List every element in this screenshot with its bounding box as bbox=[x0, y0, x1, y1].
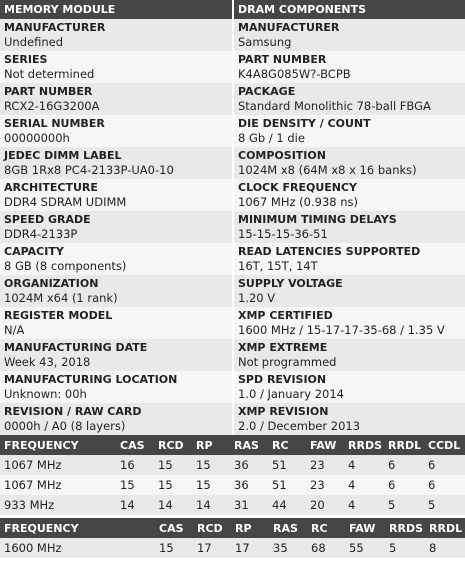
jedec-cell: 14 bbox=[196, 498, 211, 512]
jedec-column-header: RC bbox=[272, 438, 289, 452]
jedec-cell: 15 bbox=[120, 478, 135, 492]
table-row bbox=[0, 455, 465, 475]
jedec-header-row bbox=[0, 435, 465, 455]
xmp-cell: 1600 MHz bbox=[4, 541, 62, 555]
memory-module-field bbox=[0, 179, 232, 211]
dram-components-field bbox=[234, 147, 465, 179]
jedec-cell: 44 bbox=[272, 498, 287, 512]
dram-components-header: DRAM COMPONENTS bbox=[234, 0, 465, 19]
jedec-cell: 6 bbox=[388, 458, 396, 472]
memory-module-header: MEMORY MODULE bbox=[0, 0, 232, 19]
xmp-header-row bbox=[0, 518, 465, 538]
memory-module-field-label: SERIAL NUMBER bbox=[4, 117, 105, 130]
memory-module-field-value: 0000h / A0 (8 layers) bbox=[4, 419, 126, 433]
xmp-cell: 8 bbox=[429, 541, 437, 555]
xmp-timings-table bbox=[0, 518, 465, 558]
dram-components-field-value: 1067 MHz (0.938 ns) bbox=[238, 195, 359, 209]
dram-components-field-label: COMPOSITION bbox=[238, 149, 326, 162]
memory-module-field-label: CAPACITY bbox=[4, 245, 64, 258]
jedec-cell: 31 bbox=[234, 498, 249, 512]
memory-module-field bbox=[0, 275, 232, 307]
dram-components-field bbox=[234, 211, 465, 243]
jedec-body bbox=[0, 455, 465, 515]
memory-module-field-label: REGISTER MODEL bbox=[4, 309, 113, 322]
dram-components-field-value: 8 Gb / 1 die bbox=[238, 131, 305, 145]
dram-components-field-label: XMP CERTIFIED bbox=[238, 309, 333, 322]
jedec-cell: 51 bbox=[272, 458, 287, 472]
dram-components-fields bbox=[234, 19, 465, 435]
memory-module-field bbox=[0, 403, 232, 435]
memory-module-field-value: Undefined bbox=[4, 35, 63, 49]
dram-components-field-value: 1600 MHz / 15-17-17-35-68 / 1.35 V bbox=[238, 323, 445, 337]
xmp-body bbox=[0, 538, 465, 558]
dram-components-field-value: 15-15-15-36-51 bbox=[238, 227, 328, 241]
dram-components-field-label: READ LATENCIES SUPPORTED bbox=[238, 245, 421, 258]
memory-module-field-value: DDR4-2133P bbox=[4, 227, 78, 241]
memory-module-fields bbox=[0, 19, 232, 435]
jedec-cell: 15 bbox=[196, 478, 211, 492]
xmp-column-header: FREQUENCY bbox=[4, 521, 79, 535]
jedec-column-header: RCD bbox=[158, 438, 184, 452]
jedec-cell: 933 MHz bbox=[4, 498, 55, 512]
jedec-cell: 15 bbox=[158, 478, 173, 492]
jedec-cell: 36 bbox=[234, 458, 249, 472]
memory-module-field-value: N/A bbox=[4, 323, 25, 337]
table-row bbox=[0, 495, 465, 515]
xmp-cell: 35 bbox=[273, 541, 288, 555]
jedec-cell: 15 bbox=[196, 458, 211, 472]
xmp-cell: 68 bbox=[311, 541, 326, 555]
xmp-column-header: FAW bbox=[349, 521, 376, 535]
dram-components-field-value: 2.0 / December 2013 bbox=[238, 419, 361, 433]
jedec-cell: 6 bbox=[388, 478, 396, 492]
jedec-column-header: CCDL bbox=[428, 438, 461, 452]
dram-components-field-label: SUPPLY VOLTAGE bbox=[238, 277, 343, 290]
dram-components-field-value: K4A8G085W?-BCPB bbox=[238, 67, 351, 81]
jedec-column-header: CAS bbox=[120, 438, 145, 452]
jedec-column-header: RP bbox=[196, 438, 213, 452]
memory-module-field-value: 00000000h bbox=[4, 131, 70, 145]
memory-module-field-label: PART NUMBER bbox=[4, 85, 93, 98]
xmp-column-header: RAS bbox=[273, 521, 298, 535]
xmp-column-header: RCD bbox=[197, 521, 223, 535]
dram-components-field bbox=[234, 307, 465, 339]
jedec-cell: 5 bbox=[388, 498, 396, 512]
xmp-cell: 15 bbox=[159, 541, 174, 555]
jedec-column-header: RRDL bbox=[388, 438, 422, 452]
dram-components-field-label: PART NUMBER bbox=[238, 53, 327, 66]
dram-components-column bbox=[232, 0, 465, 435]
dram-components-field bbox=[234, 403, 465, 435]
dram-components-field bbox=[234, 115, 465, 147]
memory-module-field-label: JEDEC DIMM LABEL bbox=[4, 149, 122, 162]
table-row bbox=[0, 538, 465, 558]
xmp-cell: 17 bbox=[235, 541, 250, 555]
dram-components-field bbox=[234, 19, 465, 51]
dram-components-field-value: 1.20 V bbox=[238, 291, 276, 305]
dram-components-field-value: Samsung bbox=[238, 35, 292, 49]
xmp-column-header: CAS bbox=[159, 521, 184, 535]
dram-components-field-label: XMP EXTREME bbox=[238, 341, 328, 354]
memory-module-field bbox=[0, 83, 232, 115]
memory-module-field-label: MANUFACTURING LOCATION bbox=[4, 373, 178, 386]
jedec-column-header: FREQUENCY bbox=[4, 438, 79, 452]
dram-components-field-value: Not programmed bbox=[238, 355, 337, 369]
dram-components-field bbox=[234, 371, 465, 403]
dram-components-field-label: DIE DENSITY / COUNT bbox=[238, 117, 371, 130]
jedec-cell: 4 bbox=[348, 478, 356, 492]
dram-components-field bbox=[234, 339, 465, 371]
memory-module-column bbox=[0, 0, 232, 435]
jedec-cell: 14 bbox=[120, 498, 135, 512]
xmp-cell: 17 bbox=[197, 541, 212, 555]
jedec-cell: 4 bbox=[348, 458, 356, 472]
memory-module-field bbox=[0, 211, 232, 243]
dram-components-field bbox=[234, 243, 465, 275]
jedec-cell: 36 bbox=[234, 478, 249, 492]
jedec-cell: 51 bbox=[272, 478, 287, 492]
memory-module-field-value: 8GB 1Rx8 PC4-2133P-UA0-10 bbox=[4, 163, 174, 177]
memory-module-field-value: DDR4 SDRAM UDIMM bbox=[4, 195, 127, 209]
jedec-column-header: RAS bbox=[234, 438, 259, 452]
memory-module-field-label: MANUFACTURING DATE bbox=[4, 341, 148, 354]
memory-module-field-value: Week 43, 2018 bbox=[4, 355, 91, 369]
memory-module-field bbox=[0, 243, 232, 275]
memory-module-field-label: REVISION / RAW CARD bbox=[4, 405, 142, 418]
dram-components-field-label: PACKAGE bbox=[238, 85, 296, 98]
xmp-cell: 5 bbox=[389, 541, 397, 555]
jedec-column-header: FAW bbox=[310, 438, 337, 452]
jedec-cell: 6 bbox=[428, 478, 436, 492]
xmp-column-header: RRDS bbox=[389, 521, 423, 535]
memory-module-field-label: MANUFACTURER bbox=[4, 21, 106, 34]
dram-components-field-label: SPD REVISION bbox=[238, 373, 327, 386]
memory-module-field-value: Not determined bbox=[4, 67, 95, 81]
memory-module-field-label: ORGANIZATION bbox=[4, 277, 99, 290]
xmp-column-header: RRDL bbox=[429, 521, 463, 535]
xmp-cell: 55 bbox=[349, 541, 364, 555]
dram-components-field bbox=[234, 179, 465, 211]
dram-components-field bbox=[234, 51, 465, 83]
memory-module-field bbox=[0, 19, 232, 51]
jedec-cell: 23 bbox=[310, 458, 325, 472]
jedec-cell: 16 bbox=[120, 458, 135, 472]
memory-module-field bbox=[0, 371, 232, 403]
memory-module-field-value: 8 GB (8 components) bbox=[4, 259, 127, 273]
dram-components-field-label: MANUFACTURER bbox=[238, 21, 340, 34]
dram-components-field-label: XMP REVISION bbox=[238, 405, 329, 418]
memory-module-field-label: SERIES bbox=[4, 53, 48, 66]
jedec-cell: 15 bbox=[158, 458, 173, 472]
xmp-column-header: RC bbox=[311, 521, 328, 535]
jedec-cell: 23 bbox=[310, 478, 325, 492]
memory-module-field-value: 1024M x64 (1 rank) bbox=[4, 291, 118, 305]
jedec-cell: 14 bbox=[158, 498, 173, 512]
jedec-cell: 6 bbox=[428, 458, 436, 472]
memory-module-field bbox=[0, 147, 232, 179]
dram-components-field-label: CLOCK FREQUENCY bbox=[238, 181, 358, 194]
dram-components-field-value: Standard Monolithic 78-ball FBGA bbox=[238, 99, 431, 113]
jedec-column-header: RRDS bbox=[348, 438, 382, 452]
jedec-cell: 20 bbox=[310, 498, 325, 512]
table-row bbox=[0, 475, 465, 495]
memory-module-field bbox=[0, 115, 232, 147]
dram-components-field-value: 1024M x8 (64M x8 x 16 banks) bbox=[238, 163, 417, 177]
dram-components-field bbox=[234, 83, 465, 115]
memory-module-field-value: Unknown: 00h bbox=[4, 387, 87, 401]
memory-module-field-value: RCX2-16G3200A bbox=[4, 99, 100, 113]
jedec-cell: 1067 MHz bbox=[4, 478, 62, 492]
memory-module-field bbox=[0, 339, 232, 371]
dram-components-field-label: MINIMUM TIMING DELAYS bbox=[238, 213, 397, 226]
dram-components-field-value: 16T, 15T, 14T bbox=[238, 259, 318, 273]
jedec-cell: 1067 MHz bbox=[4, 458, 62, 472]
jedec-timings-table bbox=[0, 435, 465, 515]
xmp-column-header: RP bbox=[235, 521, 252, 535]
dram-components-field bbox=[234, 275, 465, 307]
dram-components-field-value: 1.0 / January 2014 bbox=[238, 387, 344, 401]
memory-module-field bbox=[0, 307, 232, 339]
jedec-cell: 4 bbox=[348, 498, 356, 512]
memory-module-field bbox=[0, 51, 232, 83]
memory-module-field-label: SPEED GRADE bbox=[4, 213, 91, 226]
jedec-cell: 5 bbox=[428, 498, 436, 512]
memory-module-field-label: ARCHITECTURE bbox=[4, 181, 98, 194]
